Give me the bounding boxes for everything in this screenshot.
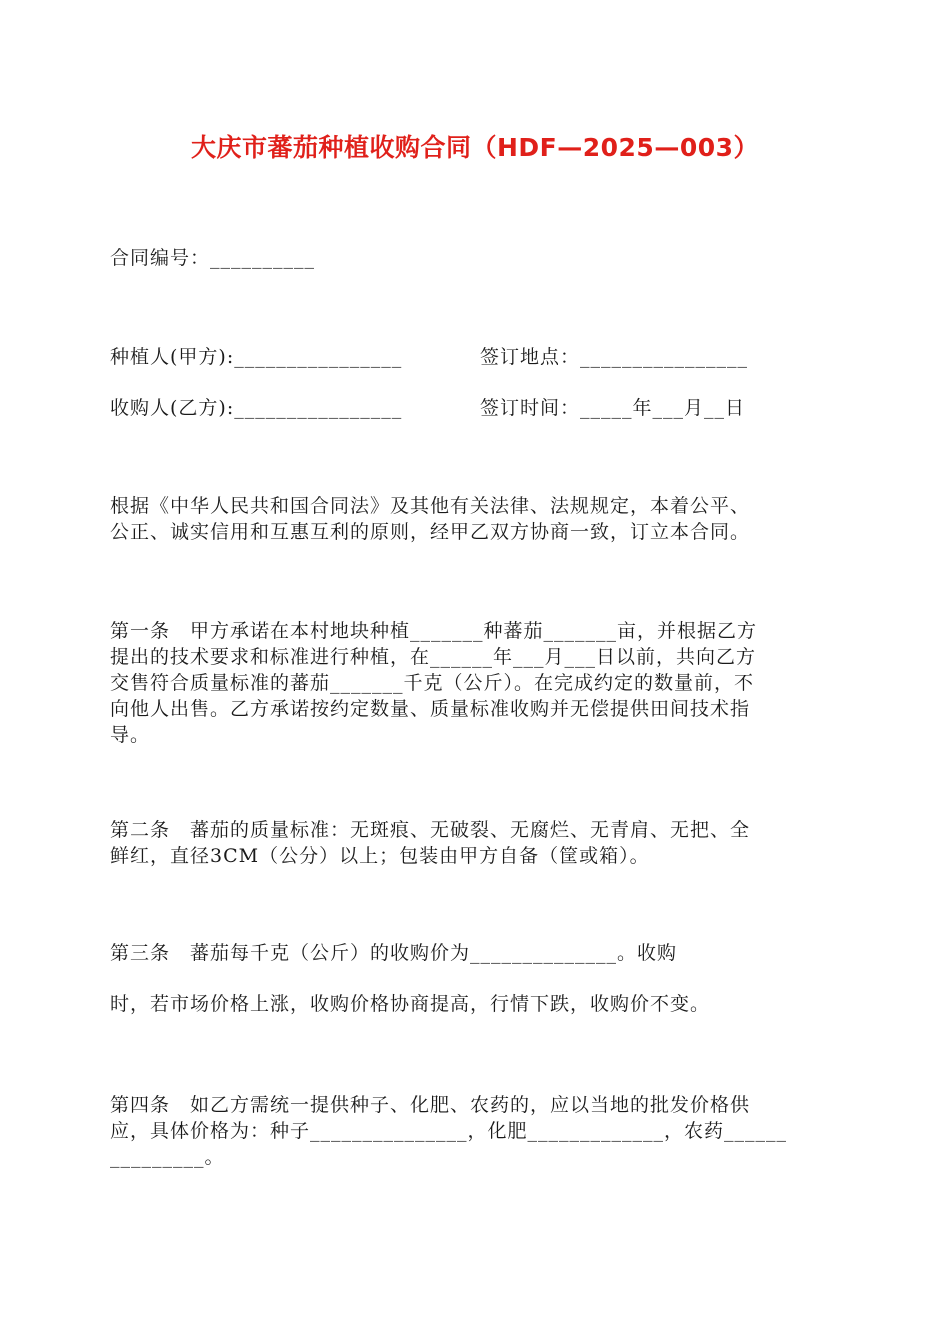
buyer-field: 收购人(乙方):________________ (110, 397, 403, 419)
article-4-line: 第四条 如乙方需统一提供种子、化肥、农药的，应以当地的批发价格供 (110, 1094, 751, 1116)
article-2-line: 鲜红，直径3CM（公分）以上；包装由甲方自备（筐或箱）。 (110, 845, 650, 867)
contract-number-field: 合同编号：__________ (110, 247, 316, 269)
article-1-line: 第一条 甲方承诺在本村地块种植_______种蕃茄_______亩，并根据乙方 (110, 620, 758, 642)
preamble-line: 公正、诚实信用和互惠互利的原则，经甲乙双方协商一致，订立本合同。 (110, 521, 751, 543)
sign-time-field: 签订时间：_____年___月__日 (480, 397, 746, 419)
article-4-paragraph (110, 1092, 842, 1170)
article-1-line: 交售符合质量标准的蕃茄_______千克（公斤）。在完成约定的数量前，不 (110, 672, 755, 694)
article-3-line-1: 第三条 蕃茄每千克（公斤）的收购价为______________。收购 (110, 942, 678, 964)
article-4-line: _________。 (110, 1146, 225, 1168)
article-2-line: 第二条 蕃茄的质量标准：无斑痕、无破裂、无腐烂、无青肩、无把、全 (110, 819, 751, 841)
preamble-line: 根据《中华人民共和国合同法》及其他有关法律、法规规定，本着公平、 (110, 495, 751, 517)
article-1-paragraph (110, 618, 842, 748)
article-3-line-2: 时，若市场价格上涨，收购价格协商提高，行情下跌，收购价不变。 (110, 993, 711, 1015)
article-4-line: 应，具体价格为：种子_______________，化肥_____________，农药______ (110, 1120, 788, 1142)
sign-place-field: 签订地点：________________ (480, 346, 749, 368)
grower-field: 种植人(甲方):________________ (110, 346, 403, 368)
contract-title: 大庆市蕃茄种植收购合同（HDF—2025—003） (190, 133, 760, 162)
preamble-paragraph (110, 493, 842, 545)
article-1-line: 导。 (110, 724, 151, 746)
article-1-line: 向他人出售。乙方承诺按约定数量、质量标准收购并无偿提供田间技术指 (110, 698, 751, 720)
article-1-line: 提出的技术要求和标准进行种植，在______年___月___日以前，共向乙方 (110, 646, 757, 668)
article-2-paragraph (110, 817, 842, 869)
